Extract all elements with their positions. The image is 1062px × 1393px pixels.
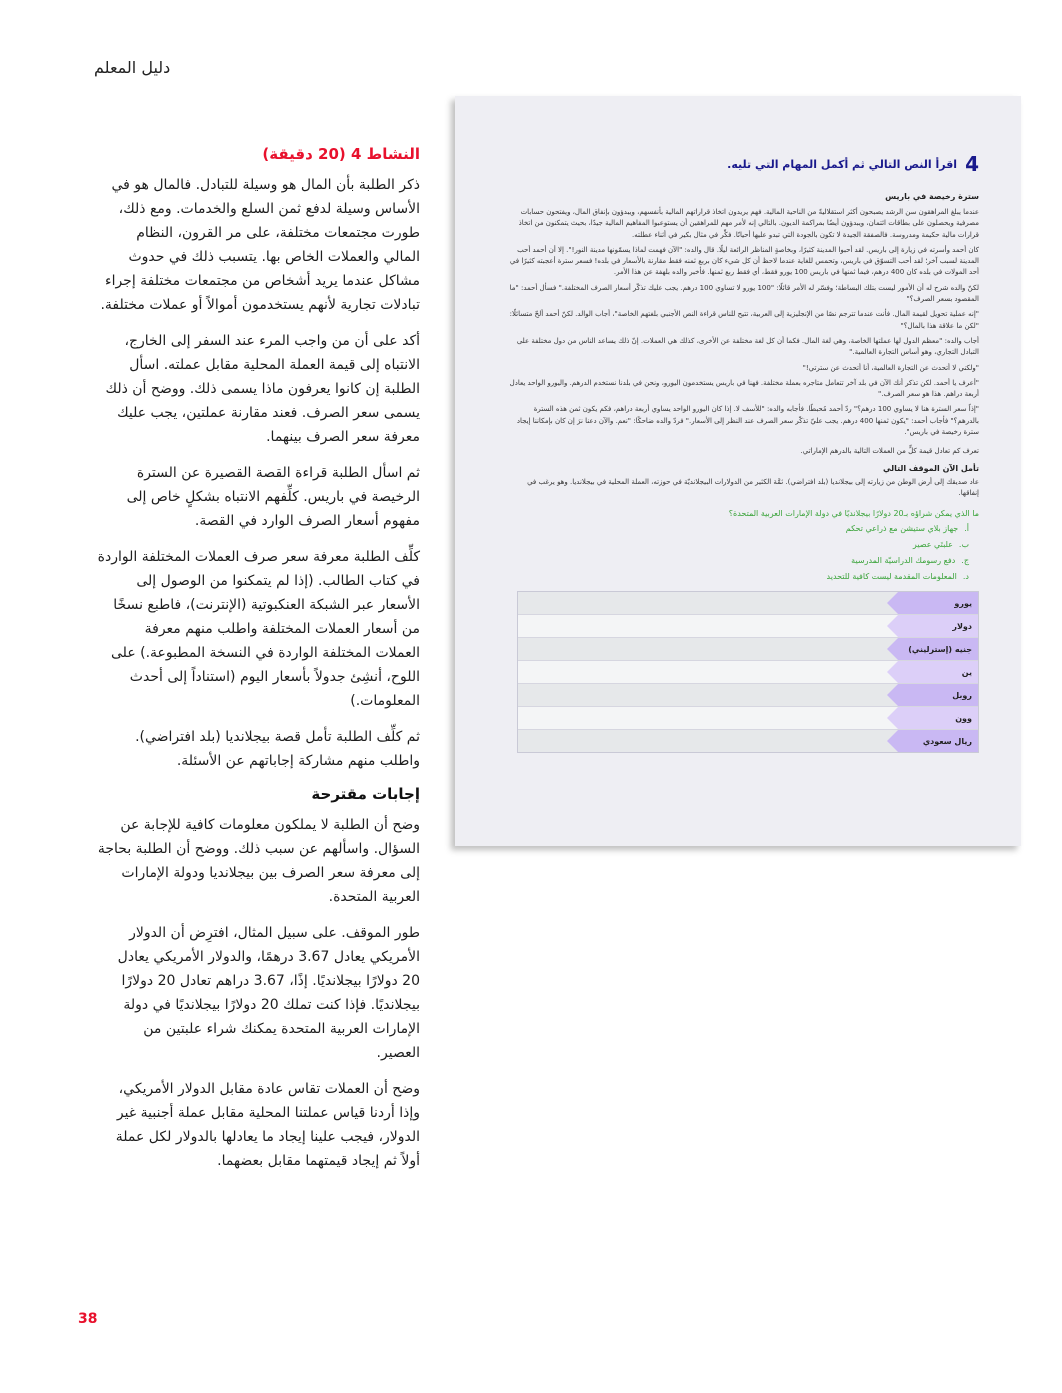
scenario-title: تأمل الآن الموقف التالي: [883, 463, 979, 473]
activity-paragraph: أكد على أن من واجب المرء عند السفر إلى الخارج، الانتباه إلى قيمة العملة المحلية مقابل عملته. اسأل الطلبة إن كانوا يعرفون ماذا يسمى ذلك. ووضح أن ذلك يسمى سعر الصرف. فعند مقارنة عملتين، يجب عليك معرفة سعر الصرف بينهما.: [105, 333, 420, 445]
currency-row: يورو: [518, 592, 978, 615]
currency-value-cell: [518, 638, 898, 660]
question-number: 4: [965, 152, 979, 176]
story-paragraph: أجاب والده: "معظم الدول لها عملتها الخاصة، وهي لغة المال. فكما أن كل لغة مختلفة عن الأخرى، كذلك هي العملات. إنّ ذلك يساعد الناس من دول مختلفة على التبادل التجاري، وهو أساس التجارة العالمية.": [516, 336, 979, 357]
story-paragraph: لكنّ والده شرح له أن الأمور ليست بتلك البساطة؛ وفسّر له الأمر قائلًا: "100 يورو لا تساوي 100 درهم. يجب عليك تذكّر أسعار الصرف المختلفة." فسأل أحمد: "ما المقصود بسعر الصرف؟": [509, 283, 979, 304]
currency-row: دولار: [518, 615, 978, 638]
activity-title: النشاط 4 (20 دقيقة): [262, 145, 420, 163]
teacher-guide-column: [96, 143, 420, 1185]
currency-table: [517, 591, 979, 753]
story-paragraph: "أعرف يا أحمد. لكن تذكر أنك الآن في بلد آخر تتعامل متاجره بعملة مختلفة. فهنا في باريس يستخدمون اليورو، ونحن في بلدنا نستخدم الدرهم. واليورو الواحد يعادل أربعة دراهم. هذا هو سعر الصرف.": [509, 378, 979, 399]
currency-value-cell: [518, 730, 898, 752]
student-book-excerpt: [455, 96, 1021, 846]
activity-paragraph: ذكر الطلبة بأن المال هو وسيلة للتبادل. فالمال هو في الأساس وسيلة لدفع ثمن السلع والخدمات. ومع ذلك، طورت مجتمعات مختلفة، على مر القرون، النظام المالي والعملات الخاص بها. يتسبب ذلك في حدوث مشاكل عندما يريد أشخاص من مجتمعات مختلفة إجراء تبادلات تجارية لأنهم يستخدمون أموالاً أو عملات مختلفة.: [100, 177, 420, 313]
currency-row: ين: [518, 661, 978, 684]
activity-paragraph: ثم كلِّف الطلبة تأمل قصة بيجلانديا (بلد افتراضي). واطلب منهم مشاركة إجاباتهم عن الأسئلة.: [135, 729, 420, 769]
option-c: ج. دفع رسومك الدراسيّة المدرسية: [851, 556, 969, 566]
currency-row: جنيه (إسترليني): [518, 638, 978, 661]
question-instruction: اقرأ النص التالي ثم أكمل المهام التي تليه.: [727, 157, 958, 171]
answer-paragraph: وضح أن العملات تقاس عادة مقابل الدولار الأمريكي، وإذا أردنا قياس عملتنا المحلية مقابل عملة أجنبية غير الدولار، فيجب علينا إيجاد ما يعادلها بالدولار لكل عملة أولاً ثم إيجاد قيمتهما مقابل بعضهما.: [115, 1081, 420, 1169]
currency-row: ريال سعودي: [518, 730, 978, 752]
currency-value-cell: [518, 592, 898, 614]
page-header-title: دليل المعلم: [94, 58, 171, 77]
activity-paragraph: ثم اسأل الطلبة قراءة القصة القصيرة عن السترة الرخيصة في باريس. كلِّفهم الانتباه بشكلٍ خاص إلى مفهوم أسعار الصرف الوارد في القصة.: [126, 465, 420, 529]
story-paragraph: "إذاً سعر السترة هنا لا يساوي 100 درهم؟" ردّ أحمد مُحبطًا. فأجابه والده: "للأسف لا. إذا كان اليورو الواحد يساوي أربعة دراهم، فكم يكون ثمن هذه السترة بالدرهم؟" فأجاب أحمد: "يكون ثمنها 400 درهم. يجب عليّ تذكّر سعر الصرف عند النظر إلى الأسعار." فردّ والده ضاحكًا: "نعم. والآن دعنا نرَ إن كان بإمكاننا إيجاد سترة رخيصة في باريس".: [516, 405, 979, 437]
story-paragraph: "ولكني لا أتحدث عن التجارة العالمية، أنا أتحدث عن سترتي!": [802, 363, 979, 372]
answer-paragraph: طور الموقف. على سبيل المثال، افترِض أن الدولار الأمريكي يعادل 3.67 درهمًا، والدولار الأمريكي يعادل 20 دولارًا بيجلانديًا. إذًا، 3.67 دراهم تعادل 20 دولارًا بيجلانديًا. فإذا كنت تملك 20 دولارًا بيجلانديًا في دولة الإمارات العربية المتحدة يمكنك شراء علبتين من العصير.: [117, 925, 420, 1061]
story-title: سترة رخيصة في باريس: [885, 192, 979, 201]
story-paragraph: عندما يبلغ المراهقون سن الرشد يصبحون أكثر استقلاليةً من الناحية المالية. فهم يريدون اتخاذ قراراتهم المالية بأنفسهم، ويبدؤون بإنفاق المال، ويفتحون حسابات مصرفية ويحصلون على بطاقات ائتمان، ويبدؤون أيضًا بمراكمة الديون. بالتالي إنه لأمر مهم للمراهقين أن يستوعبوا المفاهيم المالية جيدًا، بحيث يتمكنون من اتخاذ قرارات مالية حكيمة ومدروسة. فالصفقة الجيدة لا تكون بالجودة التي تبدو عليها أحيانًا. فكِّر في مثال بكير في أثناء عطلته.: [518, 208, 979, 239]
answer-paragraph: وضح أن الطلبة لا يملكون معلومات كافية للإجابة عن السؤال. واسألهم عن سبب ذلك. ووضح أن الطلبة بحاجة إلى معرفة سعر الصرف بين بيجلانديا ودولة الإمارات العربية المتحدة.: [97, 817, 420, 905]
activity-paragraph: كلِّف الطلبة معرفة سعر صرف العملات المختلفة الواردة في كتاب الطالب. (إذا لم يتمكنوا من الوصول إلى الأسعار عبر الشبكة العنكبوتية (الإنترنت)، فاطبع نسخًا من أسعار العملات المختلفة واطلب منهم معرفة العملات المختلفة الواردة في النسخة المطبوعة.) على اللوح، أنشِئ جدولاً بأسعار اليوم (استناداً إلى أحدث المعلومات.): [97, 549, 420, 709]
currency-row: وون: [518, 707, 978, 730]
option-a: أ. جهاز بلاي ستيشن مع ذراعي تحكم: [845, 524, 969, 534]
answers-title: إجابات مقترحة: [311, 785, 420, 803]
instruction-text: تعرف كم تعادل قيمة كلٍّ من العملات التالية بالدرهم الإماراتي.: [800, 447, 979, 456]
story-paragraph: "إنه عملية تحويل لقيمة المال. فأنت عندما تترجم نصًا من الإنجليزية إلى العربية، تتيح للناس قراءة النص الأجنبي بلغتهم الخاصة"، أجاب الوالد. لكنّ أحمد ألحّ متسائلًا: "لكن ما علاقة هذا بالمال؟": [509, 310, 979, 330]
page-number: 38: [78, 1311, 98, 1327]
question-header: [507, 152, 979, 176]
currency-row: روبل: [518, 684, 978, 707]
multiple-choice-question: ما الذي يمكن شراؤه بـ20 دولارًا بيجلانديًا في دولة الإمارات العربية المتحدة؟: [728, 509, 979, 519]
currency-value-cell: [518, 684, 898, 706]
story-paragraph: كان أحمد وأسرته في زيارة إلى باريس. لقد أحبوا المدينة كثيرًا، وبخاصةٍ المناظر الرائعة ليلًا. قال والده: "الآن فهمت لماذا يسمّونها مدينة النور!". إلا أن أحمد أحب المدينة لسبب آخر؛ لقد أحب التسوّق في باريس، وتحمس للغاية عندما لاحظ أن كل شيء كان بربع ثمنه فقط مقارنة بالأسعار في بلده! فسعر سترة أعجبته كثيرًا في أحد المولات في بلده كان 400 درهم، فيما ثمنها في باريس 100 يورو فقط، أي فقط ربع ثمنها. فأخبر والده بلهفة عن هذا الأمر.: [509, 245, 979, 277]
scenario-text: عاد صديقك إلى أرض الوطن من زيارته إلى بيجلانديا (بلد افتراضي). ثمَّة الكثير من الدولارات البيجلانديّة في حوزته، العملة المحلية في بيجلانديا. وهو يرغب في إنفاقها.: [527, 477, 979, 497]
currency-value-cell: [518, 615, 898, 637]
option-b: ب. علبتَي عصير: [912, 540, 969, 550]
currency-value-cell: [518, 661, 898, 683]
currency-value-cell: [518, 707, 898, 729]
story: [507, 192, 979, 499]
option-d: د. المعلومات المقدمة ليست كافية للتحديد: [826, 572, 969, 582]
